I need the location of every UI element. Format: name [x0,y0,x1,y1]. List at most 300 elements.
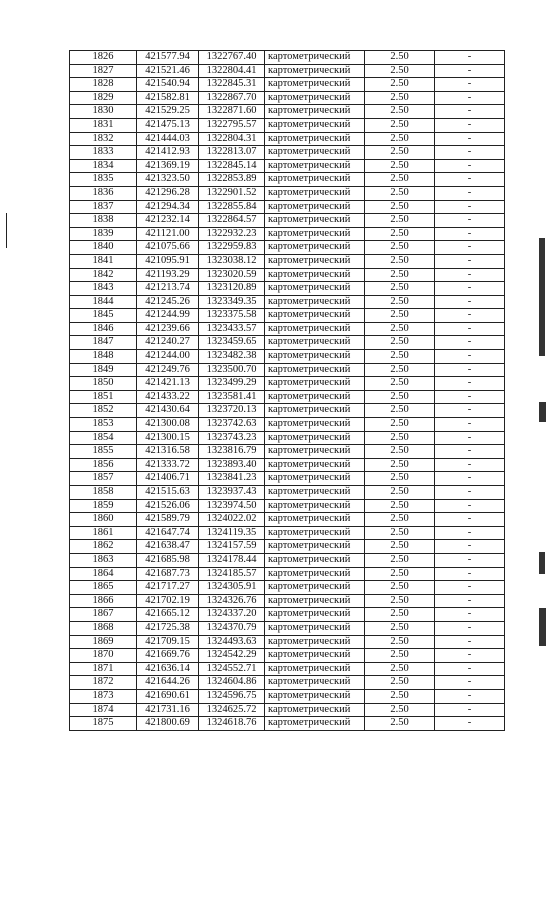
note-cell: - [435,254,505,268]
table-row [70,78,505,92]
note-cell: - [435,703,505,717]
note-cell: - [435,214,505,228]
note-cell: - [435,322,505,336]
coord-x-cell: 421800.69 [137,717,199,731]
coord-x-cell: 421075.66 [137,241,199,255]
accuracy-cell: 2.50 [365,336,435,350]
accuracy-cell: 2.50 [365,594,435,608]
table-row [70,295,505,309]
coord-y-cell: 1324185.57 [199,567,265,581]
accuracy-cell: 2.50 [365,64,435,78]
coord-y-cell: 1322853.89 [199,173,265,187]
coord-y-cell: 1322804.31 [199,132,265,146]
note-cell: - [435,472,505,486]
accuracy-cell: 2.50 [365,472,435,486]
note-cell: - [435,268,505,282]
accuracy-cell: 2.50 [365,689,435,703]
point-number-cell: 1841 [70,254,137,268]
coord-y-cell: 1323743.23 [199,431,265,445]
method-cell: картометрический [265,78,365,92]
coord-x-cell: 421300.15 [137,431,199,445]
point-number-cell: 1836 [70,186,137,200]
point-number-cell: 1844 [70,295,137,309]
accuracy-cell: 2.50 [365,418,435,432]
accuracy-cell: 2.50 [365,458,435,472]
coord-y-cell: 1324552.71 [199,662,265,676]
accuracy-cell: 2.50 [365,173,435,187]
table-row [70,581,505,595]
table-row [70,404,505,418]
coord-x-cell: 421644.26 [137,676,199,690]
point-number-cell: 1868 [70,621,137,635]
note-cell: - [435,662,505,676]
note-cell: - [435,186,505,200]
coord-y-cell: 1322867.70 [199,91,265,105]
accuracy-cell: 2.50 [365,486,435,500]
method-cell: картометрический [265,390,365,404]
point-number-cell: 1875 [70,717,137,731]
coord-x-cell: 421709.15 [137,635,199,649]
point-number-cell: 1860 [70,513,137,527]
accuracy-cell: 2.50 [365,186,435,200]
accuracy-cell: 2.50 [365,445,435,459]
coord-y-cell: 1323120.89 [199,282,265,296]
method-cell: картометрический [265,649,365,663]
note-cell: - [435,608,505,622]
coord-x-cell: 421475.13 [137,118,199,132]
coord-x-cell: 421717.27 [137,581,199,595]
coord-x-cell: 421239.66 [137,322,199,336]
accuracy-cell: 2.50 [365,227,435,241]
method-cell: картометрический [265,594,365,608]
point-number-cell: 1858 [70,486,137,500]
accuracy-cell: 2.50 [365,322,435,336]
point-number-cell: 1853 [70,418,137,432]
method-cell: картометрический [265,105,365,119]
table-row [70,118,505,132]
coord-y-cell: 1324157.59 [199,540,265,554]
method-cell: картометрический [265,431,365,445]
method-cell: картометрический [265,200,365,214]
point-number-cell: 1861 [70,526,137,540]
accuracy-cell: 2.50 [365,431,435,445]
point-number-cell: 1827 [70,64,137,78]
point-number-cell: 1859 [70,499,137,513]
accuracy-cell: 2.50 [365,635,435,649]
note-cell: - [435,132,505,146]
coord-x-cell: 421316.58 [137,445,199,459]
method-cell: картометрический [265,295,365,309]
point-number-cell: 1842 [70,268,137,282]
coord-x-cell: 421515.63 [137,486,199,500]
method-cell: картометрический [265,540,365,554]
method-cell: картометрический [265,268,365,282]
table-row [70,227,505,241]
point-number-cell: 1838 [70,214,137,228]
coord-x-cell: 421582.81 [137,91,199,105]
accuracy-cell: 2.50 [365,404,435,418]
scan-artifact-right-3 [539,552,545,574]
method-cell: картометрический [265,608,365,622]
coord-x-cell: 421300.08 [137,418,199,432]
coord-x-cell: 421690.61 [137,689,199,703]
coord-x-cell: 421213.74 [137,282,199,296]
accuracy-cell: 2.50 [365,350,435,364]
method-cell: картометрический [265,486,365,500]
note-cell: - [435,486,505,500]
method-cell: картометрический [265,173,365,187]
note-cell: - [435,64,505,78]
coord-y-cell: 1323742.63 [199,418,265,432]
point-number-cell: 1845 [70,309,137,323]
point-number-cell: 1857 [70,472,137,486]
coord-x-cell: 421294.34 [137,200,199,214]
accuracy-cell: 2.50 [365,676,435,690]
table-row [70,513,505,527]
method-cell: картометрический [265,64,365,78]
accuracy-cell: 2.50 [365,621,435,635]
table-row [70,689,505,703]
table-row [70,608,505,622]
table-row [70,499,505,513]
table-row [70,486,505,500]
table-row [70,132,505,146]
method-cell: картометрический [265,404,365,418]
table-row [70,336,505,350]
note-cell: - [435,363,505,377]
coord-y-cell: 1323893.40 [199,458,265,472]
point-number-cell: 1826 [70,51,137,65]
table-row [70,350,505,364]
point-number-cell: 1863 [70,553,137,567]
note-cell: - [435,553,505,567]
point-number-cell: 1851 [70,390,137,404]
coord-y-cell: 1322804.41 [199,64,265,78]
accuracy-cell: 2.50 [365,282,435,296]
method-cell: картометрический [265,662,365,676]
accuracy-cell: 2.50 [365,159,435,173]
point-number-cell: 1831 [70,118,137,132]
table-row [70,322,505,336]
coord-y-cell: 1323459.65 [199,336,265,350]
accuracy-cell: 2.50 [365,513,435,527]
note-cell: - [435,350,505,364]
note-cell: - [435,78,505,92]
coord-y-cell: 1324178.44 [199,553,265,567]
method-cell: картометрический [265,159,365,173]
coord-x-cell: 421669.76 [137,649,199,663]
note-cell: - [435,159,505,173]
note-cell: - [435,635,505,649]
method-cell: картометрический [265,322,365,336]
point-number-cell: 1866 [70,594,137,608]
point-number-cell: 1843 [70,282,137,296]
point-number-cell: 1870 [70,649,137,663]
coord-y-cell: 1323937.43 [199,486,265,500]
table-row [70,377,505,391]
method-cell: картометрический [265,703,365,717]
table-row [70,431,505,445]
point-number-cell: 1856 [70,458,137,472]
table-row [70,418,505,432]
table-row [70,186,505,200]
method-cell: картометрический [265,567,365,581]
note-cell: - [435,295,505,309]
table-row [70,309,505,323]
coord-y-cell: 1322864.57 [199,214,265,228]
coord-y-cell: 1322901.52 [199,186,265,200]
coord-x-cell: 421296.28 [137,186,199,200]
accuracy-cell: 2.50 [365,254,435,268]
coord-y-cell: 1324305.91 [199,581,265,595]
note-cell: - [435,540,505,554]
scan-artifact-right-1 [539,238,545,356]
table-row [70,268,505,282]
accuracy-cell: 2.50 [365,200,435,214]
method-cell: картометрический [265,186,365,200]
method-cell: картометрический [265,350,365,364]
coord-x-cell: 421577.94 [137,51,199,65]
note-cell: - [435,377,505,391]
accuracy-cell: 2.50 [365,241,435,255]
accuracy-cell: 2.50 [365,390,435,404]
accuracy-cell: 2.50 [365,377,435,391]
accuracy-cell: 2.50 [365,295,435,309]
method-cell: картометрический [265,91,365,105]
note-cell: - [435,418,505,432]
coord-x-cell: 421430.64 [137,404,199,418]
coord-x-cell: 421323.50 [137,173,199,187]
coord-y-cell: 1322855.84 [199,200,265,214]
coord-y-cell: 1324618.76 [199,717,265,731]
coord-x-cell: 421249.76 [137,363,199,377]
table-row [70,159,505,173]
point-number-cell: 1850 [70,377,137,391]
coord-y-cell: 1322959.83 [199,241,265,255]
note-cell: - [435,445,505,459]
method-cell: картометрический [265,146,365,160]
coord-y-cell: 1323816.79 [199,445,265,459]
accuracy-cell: 2.50 [365,146,435,160]
coord-y-cell: 1322767.40 [199,51,265,65]
note-cell: - [435,689,505,703]
method-cell: картометрический [265,676,365,690]
accuracy-cell: 2.50 [365,363,435,377]
coord-y-cell: 1322845.14 [199,159,265,173]
point-number-cell: 1872 [70,676,137,690]
point-number-cell: 1867 [70,608,137,622]
coord-x-cell: 421529.25 [137,105,199,119]
coord-x-cell: 421444.03 [137,132,199,146]
coord-x-cell: 421702.19 [137,594,199,608]
point-number-cell: 1837 [70,200,137,214]
point-number-cell: 1847 [70,336,137,350]
method-cell: картометрический [265,377,365,391]
accuracy-cell: 2.50 [365,540,435,554]
point-number-cell: 1839 [70,227,137,241]
note-cell: - [435,649,505,663]
scan-artifact-right-4 [539,608,546,646]
method-cell: картометрический [265,553,365,567]
point-number-cell: 1828 [70,78,137,92]
coord-y-cell: 1323482.38 [199,350,265,364]
accuracy-cell: 2.50 [365,526,435,540]
table-row [70,649,505,663]
point-number-cell: 1832 [70,132,137,146]
method-cell: картометрический [265,241,365,255]
point-number-cell: 1874 [70,703,137,717]
point-number-cell: 1848 [70,350,137,364]
method-cell: картометрический [265,621,365,635]
point-number-cell: 1849 [70,363,137,377]
coord-x-cell: 421121.00 [137,227,199,241]
method-cell: картометрический [265,309,365,323]
note-cell: - [435,390,505,404]
method-cell: картометрический [265,526,365,540]
point-number-cell: 1855 [70,445,137,459]
method-cell: картометрический [265,227,365,241]
table-row [70,282,505,296]
coord-x-cell: 421731.16 [137,703,199,717]
point-number-cell: 1830 [70,105,137,119]
coord-y-cell: 1324625.72 [199,703,265,717]
point-number-cell: 1840 [70,241,137,255]
table-row [70,445,505,459]
table-row [70,540,505,554]
accuracy-cell: 2.50 [365,118,435,132]
method-cell: картометрический [265,282,365,296]
table-row [70,105,505,119]
accuracy-cell: 2.50 [365,499,435,513]
coord-y-cell: 1324493.63 [199,635,265,649]
note-cell: - [435,200,505,214]
table-row [70,662,505,676]
coord-x-cell: 421526.06 [137,499,199,513]
point-number-cell: 1862 [70,540,137,554]
method-cell: картометрический [265,418,365,432]
accuracy-cell: 2.50 [365,608,435,622]
table-row [70,635,505,649]
note-cell: - [435,431,505,445]
note-cell: - [435,404,505,418]
coord-x-cell: 421540.94 [137,78,199,92]
coord-x-cell: 421244.99 [137,309,199,323]
point-number-cell: 1834 [70,159,137,173]
table-row [70,458,505,472]
table-row [70,363,505,377]
coord-y-cell: 1323581.41 [199,390,265,404]
coord-y-cell: 1324337.20 [199,608,265,622]
accuracy-cell: 2.50 [365,567,435,581]
coord-y-cell: 1323499.29 [199,377,265,391]
accuracy-cell: 2.50 [365,214,435,228]
coord-y-cell: 1322813.07 [199,146,265,160]
note-cell: - [435,458,505,472]
coord-y-cell: 1323720.13 [199,404,265,418]
table-row [70,553,505,567]
coord-y-cell: 1324326.76 [199,594,265,608]
scan-artifact-left [6,213,7,248]
accuracy-cell: 2.50 [365,91,435,105]
point-number-cell: 1869 [70,635,137,649]
coord-y-cell: 1322871.60 [199,105,265,119]
table-row [70,526,505,540]
note-cell: - [435,676,505,690]
accuracy-cell: 2.50 [365,105,435,119]
coord-x-cell: 421333.72 [137,458,199,472]
accuracy-cell: 2.50 [365,132,435,146]
coord-y-cell: 1322795.57 [199,118,265,132]
note-cell: - [435,241,505,255]
note-cell: - [435,717,505,731]
point-number-cell: 1871 [70,662,137,676]
note-cell: - [435,336,505,350]
method-cell: картометрический [265,689,365,703]
coord-x-cell: 421369.19 [137,159,199,173]
coord-y-cell: 1323020.59 [199,268,265,282]
table-row [70,676,505,690]
scan-artifact-right-2 [539,402,546,422]
coord-y-cell: 1324596.75 [199,689,265,703]
method-cell: картометрический [265,717,365,731]
note-cell: - [435,567,505,581]
table-row [70,200,505,214]
method-cell: картометрический [265,132,365,146]
coord-x-cell: 421589.79 [137,513,199,527]
method-cell: картометрический [265,254,365,268]
coord-y-cell: 1323038.12 [199,254,265,268]
table-row [70,567,505,581]
table-row [70,173,505,187]
table-row [70,390,505,404]
accuracy-cell: 2.50 [365,268,435,282]
note-cell: - [435,146,505,160]
table-row [70,254,505,268]
table-row [70,91,505,105]
method-cell: картометрический [265,581,365,595]
coord-x-cell: 421245.26 [137,295,199,309]
coord-y-cell: 1323974.50 [199,499,265,513]
note-cell: - [435,51,505,65]
accuracy-cell: 2.50 [365,309,435,323]
coord-x-cell: 421665.12 [137,608,199,622]
note-cell: - [435,309,505,323]
accuracy-cell: 2.50 [365,78,435,92]
coord-x-cell: 421193.29 [137,268,199,282]
coord-x-cell: 421095.91 [137,254,199,268]
method-cell: картометрический [265,336,365,350]
table-row [70,64,505,78]
table-row [70,594,505,608]
note-cell: - [435,282,505,296]
point-number-cell: 1846 [70,322,137,336]
coord-x-cell: 421421.13 [137,377,199,391]
point-number-cell: 1829 [70,91,137,105]
table-row [70,472,505,486]
note-cell: - [435,581,505,595]
method-cell: картометрический [265,513,365,527]
accuracy-cell: 2.50 [365,703,435,717]
coord-y-cell: 1324604.86 [199,676,265,690]
point-number-cell: 1854 [70,431,137,445]
point-number-cell: 1865 [70,581,137,595]
coord-y-cell: 1323841.23 [199,472,265,486]
method-cell: картометрический [265,445,365,459]
note-cell: - [435,91,505,105]
table-row [70,214,505,228]
coord-x-cell: 421240.27 [137,336,199,350]
table-row [70,703,505,717]
